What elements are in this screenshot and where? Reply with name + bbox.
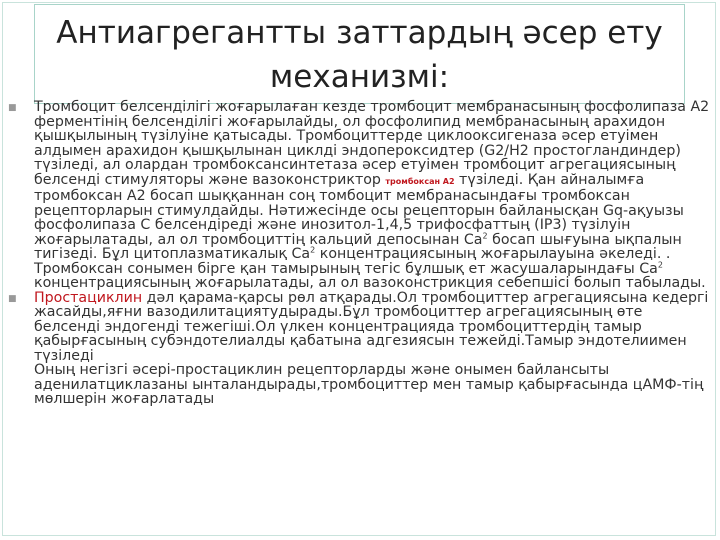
superscript-1: 2 (482, 230, 488, 240)
paragraph-1-text-c: босап шығуына ықпалын тигізеді. Бұл цитоплазматикалық Са (34, 231, 682, 262)
square-bullet-icon: ■ (8, 293, 17, 304)
prostacyclin-term: Простациклин (34, 289, 143, 306)
bullet-paragraph-1 (8, 100, 713, 291)
paragraph-2-text: дәл қарама-қарсы рөл атқарады.Ол тромбоциттер агрегациясына кедергі жасайды,яғни вазодилитациятудырады.Бұл тромбоциттер агрегациясының өте белсенді эндогенді тежегіші.Ол үлкен концентрацияда тромбоциттердің тамыр қабырғасының субэндотелиалды қабатына адгезиясын тежейді.Тамыр эндотелиимен түзіледі (34, 289, 709, 364)
square-bullet-icon: ■ (8, 103, 17, 113)
paragraph-1-text-e: концентрациясының жоғарылатады, ал ол вазоконстрикция себепшісі болып табылады. (34, 275, 706, 291)
superscript-3: 2 (657, 259, 663, 269)
bullet-paragraph-2 (8, 291, 713, 364)
title-box (34, 4, 685, 104)
slide-title-line-1: Антиагрегантты заттардың әсер ету (56, 15, 663, 51)
paragraph-1-text-a: Тромбоцит белсенділігі жоғарылаған кезде тромбоцит мембранасының фосфолипаза А2 ферментінің белсенділігі жоғарылайды, ол фосфолипид мембранасының арахидон қышқылының түзілуіне қатысады. Тромбоциттерде циклооксигеназа әсер етуімен алдымен арахидон қышқылынан циклді эндопероксидтер (G2/H2 простогландиндер) түзіледі, ал олардан тромбоксансинтетаза әсер етуімен тромбоцит агрегациясының белсенді стимуляторы және вазоконстриктор (34, 99, 710, 188)
paragraph-1-text-b: түзіледі. Қан айналымға тромбоксан А2 босап шыққаннан соң томбоцит мембранасындағы тромбоксан рецепторларын стимулдайды. Нәтижесінде осы рецепторын байланысқан Gq-ақуызы фосфолипаза С белсендіреді және инозитол-1,4,5 трифосфаттың (IP3) түзілуін жоғарылатады, ал ол тромбоциттің кальций депосынан Са (34, 171, 684, 248)
slide-title-line-2: механизмі: (269, 59, 450, 95)
paragraph-3 (8, 363, 713, 407)
thromboxane-small-label: тромбоксан А2 (385, 176, 455, 186)
paragraph-1-text-d: концентрациясының жоғарылауына әкеледі. . Тромбоксан сонымен бірге қан тамырының тегіс бұлшық ет жасушаларындағы Са (34, 246, 671, 277)
paragraph-3-text: Оның негізгі әсері-простациклин рецепторларды және онымен байлансыты аденилатциклазаны ынталандырады,тромбоциттер мен тамыр қабырғасында цАМФ-тің мөлшерін жоғарлатады (34, 362, 704, 407)
superscript-2: 2 (310, 245, 316, 255)
body-content (8, 100, 713, 407)
